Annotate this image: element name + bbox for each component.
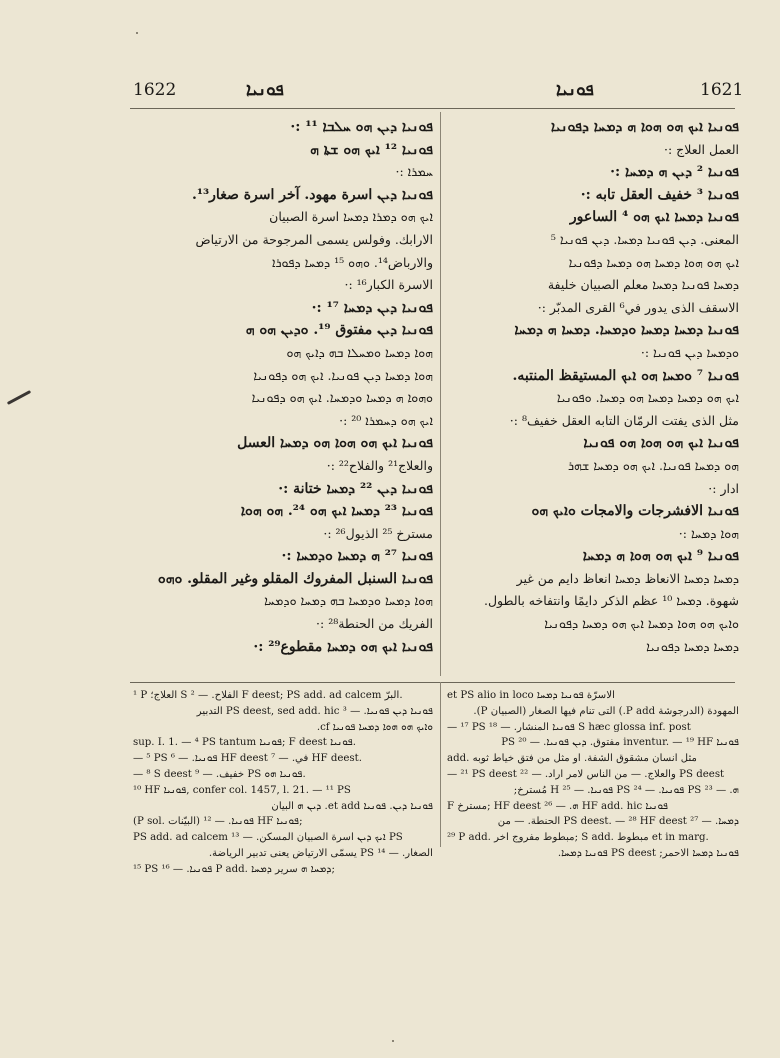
- right-column-line: ܦܘܢܝܐ ⁹ ܐܝܟ ܗܘ ܗܘܐ ܗ ܕܡܚܐ: [582, 548, 739, 565]
- left-column-line: والعلاج²¹ والفلاح²² :·: [326, 457, 433, 473]
- right-column-line: ܕܡܚܐ ܕܡܚܐ الانعاظ ܕܡܚܐ انعاظ دايم من غير: [516, 570, 739, 586]
- footnote-rule: [130, 682, 735, 683]
- footnotes-left-line: ¹ P العلاج؛ S الفلاح. — ² F deest; PS add. ad calcem البرّ.: [133, 690, 403, 701]
- footnotes-left-line: — ⁵ PS ܦܘܢܝܐ. — ⁶ HF deest في. — ⁷ HF deest.: [133, 753, 362, 765]
- footnotes-right: [447, 688, 739, 862]
- left-column-line: ܦܘܢܝܐ ܕܝܢ ܗܘ ܚܠܒܐ ¹¹ :·: [290, 119, 433, 135]
- right-page-number: 1621: [700, 80, 744, 100]
- right-running-head: ܦܘܢܝܐ: [556, 80, 594, 100]
- footnotes-right-line: et PS alio in loco الاسرّة ܦܘܢܝܐ ܕܡܚܐ: [447, 690, 615, 701]
- left-column-line: الفريك من الحنطة²⁸ :·: [316, 616, 433, 632]
- header-rule: [130, 108, 735, 109]
- footnote-column-divider: [440, 682, 441, 847]
- footnotes-right-line: ܦܘܢܝܐ inventur. — ¹⁹ HF مفتوق. ܕܝܢ ܦܘܢܝܐ. — ²⁰ PS: [501, 737, 739, 749]
- left-column-line: ܦܘܢܝܐ ܐܝܟ ܗܘ ܕܡܚܐ مقطوع²⁹ :·: [253, 638, 433, 655]
- left-column-line: ܦܘܢܝܐ ²³ ܕܡܚܐ ܐܝܟ ܗܘ ²⁴. ܗܘ ܗܘܐ: [240, 503, 433, 520]
- right-column-line: ܦܘܢܝܐ ܕܡܚܐ ܐܝܟ ܗܘ ⁴ الساعور: [569, 209, 739, 226]
- right-column-line: مثل الذى يفتت الرمّان التابه العقل خفيف⁸ :·: [509, 412, 739, 428]
- right-column-line: ܗܘ ܕܡܚܐ ܦܘܢܝܐ. ܐܝܟ ܗܘ ܕܡܚܐ ܫܗܪ: [567, 457, 739, 473]
- left-column-line: ܗܘܐ ܕܡܚܐ ܘܕܡܚܐ ܒܗ ܕܡܚܐ ܘܕܡܚܐ: [264, 593, 433, 609]
- footnotes-right-line: المهودة (الدرجوشة P add.) التى تنام فيها الصغار (الصبيان P).: [473, 705, 739, 717]
- footnotes-right-line: ²⁹ P add. مبطوط مفروج اخر; S add. مبطوط et in marg.: [447, 832, 709, 844]
- right-text-column: [447, 116, 739, 658]
- left-column-line: مسترخ ²⁵ الذيول²⁶ :·: [323, 525, 433, 541]
- footnotes-left-line: ¹⁰ HF ܦܘܢܝܐ, confer col. 1457, l. 21. — ¹¹ PS: [133, 784, 351, 796]
- right-column-line: ܘܐܝܟ ܗܘ ܗܘܐ ܕܡܚܐ ܐܝܟ ܗܘ ܕܡܚܐ ܕܦܘܢܝܐ: [544, 616, 739, 632]
- right-column-line: شهوة. ܕܡܚܐ ¹⁰ عظم الذكر دايمًا وانتفاخه بالطول.: [483, 593, 739, 609]
- footnotes-left-line: ¹⁵ PS ܦܘܢܝܐ. — ¹⁶ P add. ܕܡܚܐ ܗ سرير ܕܡܚܐ;: [133, 863, 335, 875]
- left-column-line: ܦܘܢܝܐ السنبل المفروك المقلو وغير المقلو. ܘܗܘ: [157, 570, 433, 587]
- footnotes-left-line: ܦܘܢܝܐ ܕܝܢ. ܦܘܢܝܐ et add. ܕܝܢ ܗ البيان: [271, 800, 433, 812]
- left-column-line: ܦܘܢܝܐ ܕܝܢ اسرة مهود. آخر اسرة صغار¹³.: [192, 186, 433, 203]
- right-column-line: ܦܘܢܝܐ ³ خفيف العقل تابه :·: [580, 186, 739, 203]
- left-column-line: ܦܘܢܝܐ ܕܝܢ ²² ܕܡܚܐ ختانة :·: [278, 480, 433, 497]
- right-column-line: ܦܘܢܝܐ الافشرجات والامجات ܘܐܝܟ ܗܘ: [531, 503, 739, 520]
- right-column-line: ܦܘܢܝܐ ⁷ ܘܡܚܐ ܗܘ ܐܝܟ المستيقظ المنتبه.: [512, 367, 739, 384]
- right-column-line: الاسقف الذى يدور في⁶ القرى المدبّر :·: [537, 299, 739, 315]
- left-column-line: ܦܘܢܝܐ ²⁷ ܗ ܕܡܚܐ ܘܕܡܚܐ :·: [281, 548, 433, 565]
- footnotes-right-line: ܗ. — ²³ PS ܦܘܢܝܐ. — ²⁴ PS ܦܘܢܝܐ. — ²⁵ H مُسترخ;: [513, 784, 739, 796]
- margin-ink-mark: [7, 390, 31, 405]
- footnotes-right-line: F مسترخ; HF deest ܗ. — ²⁶ HF add. hic ܦܘܢܝܐ: [447, 800, 669, 812]
- right-column-line: ܦܘܢܝܐ ܐܝܟ ܗܘ ܗܘܐ ܗ ܕܡܚܐ ܕܦܘܢܝܐ: [550, 119, 739, 135]
- left-column-line: ܦܘܢܝܐ ¹² ܐܝܟ ܗܘ ܫܬܐ ܗ: [310, 141, 433, 158]
- right-column-line: ܦܘܢܝܐ ² ܕܝܢ ܗ ܕܡܚܐ :·: [610, 164, 739, 181]
- left-column-line: ܐܝܟ ܗܘ ܕܚܡܪܐ ²⁰ :·: [339, 412, 433, 428]
- footnotes-left-line: ܦܘܢܝܐ ܕܝܢ ܦܘܢܝܐ. — ³ PS deest, sed add. hic التدبير: [196, 705, 433, 717]
- column-divider: [440, 112, 441, 676]
- right-column-line: ܦܘܢܝܐ ܕܡܚܐ ܕܡܚܐ ܘܕܡܚܐ. ܕܡܚܐ ܗ ܕܡܚܐ: [514, 322, 739, 339]
- footnotes-right-line: ܦܘܢܝܐ ܕܡܚܐ الاحمر; PS deest ܦܘܢܝܐ ܕܡܚܐ.: [557, 847, 739, 859]
- right-column-line: ܕܡܚܐ ܦܘܢܝܐ ܕܡܚܐ معلم الصبيان خليفة: [547, 277, 739, 293]
- left-column-line: والارباض¹⁴. ܘܗܘ ¹⁵ ܕܡܚܐ ܕܦܘܪܐ: [271, 254, 433, 270]
- footnotes-left-line: — ⁸ S deest خفيف. — ⁹ PS ܦܘܢܝܐ ܗܘ.: [133, 768, 306, 780]
- paper-speck: [392, 1040, 394, 1042]
- left-column-line: الارابك. وفولس يسمى المرجوحة من الارتياض: [195, 231, 433, 247]
- right-column-line: ܦܘܢܝܐ ܐܝܟ ܗܘ ܗܘܐ ܗܘ ܦܘܢܝܐ: [583, 435, 739, 452]
- footnotes-left-line: (P sol. البيّنات) ܦܘܢܝܐ. — ¹² HF ܦܘܢܝܐ;: [133, 816, 303, 828]
- left-column-line: ܗܘܐ ܕܡܚܐ ܘܡܚܠܐ ܒܗ ܕܐܝܟ ܗܘ: [286, 344, 433, 360]
- footnotes-left-line: sup. I. 1. — ⁴ PS tantum ܦܘܢܝܐ; F deest ܦܘܢܝܐ.: [133, 737, 357, 749]
- left-running-head: ܦܘܢܝܐ: [246, 80, 284, 100]
- right-column-line: ادار :·: [708, 480, 739, 496]
- left-column-line: ܘܗܘܐ ܗ ܕܡܚܐ ܘܕܡܚܐ. ܐܝܟ ܗܘ ܕܦܘܢܝܐ: [251, 390, 433, 406]
- right-column-line: ܘܕܡܚܐ ܕܝܢ ܦܘܢܝܐ :·: [640, 344, 739, 360]
- left-column-line: ܦܘܢܝܐ ܕܝܢ ܕܡܚܐ ¹⁷ :·: [311, 299, 433, 316]
- paper-speck: [136, 32, 138, 34]
- left-page-number: 1622: [133, 80, 177, 100]
- right-column-line: المعنى. ܕܝܢ ܦܘܢܝܐ ܕܡܚܐ. ܕܝܢ ܦܘܢܝܐ ⁵: [550, 231, 739, 247]
- footnotes-left: [133, 688, 433, 878]
- right-column-line: ܕܡܚܐ ܕܡܚܐ ܕܦܘܢܝܐ: [646, 638, 739, 654]
- footnotes-right-line: add. مثل انسان مشقوق الشفة. او مثل من فتق خياط ثوبه: [447, 753, 698, 765]
- right-column-line: ܐܝܟ ܗܘ ܕܡܚܐ ܕܡܚܐ ܗܘ ܕܡܚܐ. ܘܦܘܢܝܐ: [556, 390, 739, 406]
- left-column-line: ܐܝܟ ܗܘ ܕܡܪܐ ܕܡܚܐ اسرة الصبيان: [269, 209, 433, 225]
- footnotes-left-line: ܘܐܝܟ ܗܘ ܗܘܐ ܕܡܚܐ ܦܘܢܝܐ cf.: [316, 721, 433, 733]
- left-column-line: ܦܘܢܝܐ ܕܝܢ مفتوق ¹⁹. ܘܕܝܢ ܗܘ ܗ: [245, 322, 433, 339]
- left-text-column: [133, 116, 433, 658]
- right-column-line: ܐܝܟ ܗܘ ܗܘܐ ܕܡܚܐ ܗܘ ܕܡܚܐ ܕܦܘܢܝܐ: [568, 254, 739, 270]
- footnotes-left-line: الصغار. — ¹⁴ PS يسمّى الارتياض يعنى تدبير الرياضة.: [208, 847, 433, 859]
- footnotes-left-line: PS add. ad calcem ܐܝܟ ܕܝܢ اسرة الصبيان المسكن. — ¹³ PS: [133, 832, 403, 844]
- footnotes-right-line: — ²¹ PS deest والعلاج. — من الناس لامر اراد. — ²² PS deest: [447, 768, 725, 780]
- left-column-line: ܗܘܐ ܕܡܚܐ ܕܝܢ ܦܘܢܝܐ. ܐܝܟ ܗܘ ܕܦܘܢܝܐ: [253, 367, 433, 383]
- left-column-line: ܚܡܪܐ :·: [395, 164, 433, 180]
- footnotes-right-line: ܕܡܚܐ. — ²⁷ PS deest. — ²⁸ HF deest الحنطة. — من: [497, 816, 739, 828]
- right-column-line: العمل العلاج :·: [664, 141, 739, 157]
- right-column-line: ܗܘܐ ܕܡܚܐ :·: [678, 525, 739, 541]
- left-column-line: ܦܘܢܝܐ ܐܝܟ ܗܘ ܗܘܐ ܗܘ ܕܡܚܐ العسل: [237, 435, 433, 452]
- left-column-line: الاسرة الكبار¹⁶ :·: [344, 277, 433, 293]
- footnotes-right-line: — ¹⁷ PS ܦܘܢܝܐ المنشار. — ¹⁸ S hæc glossa inf. post: [447, 721, 691, 733]
